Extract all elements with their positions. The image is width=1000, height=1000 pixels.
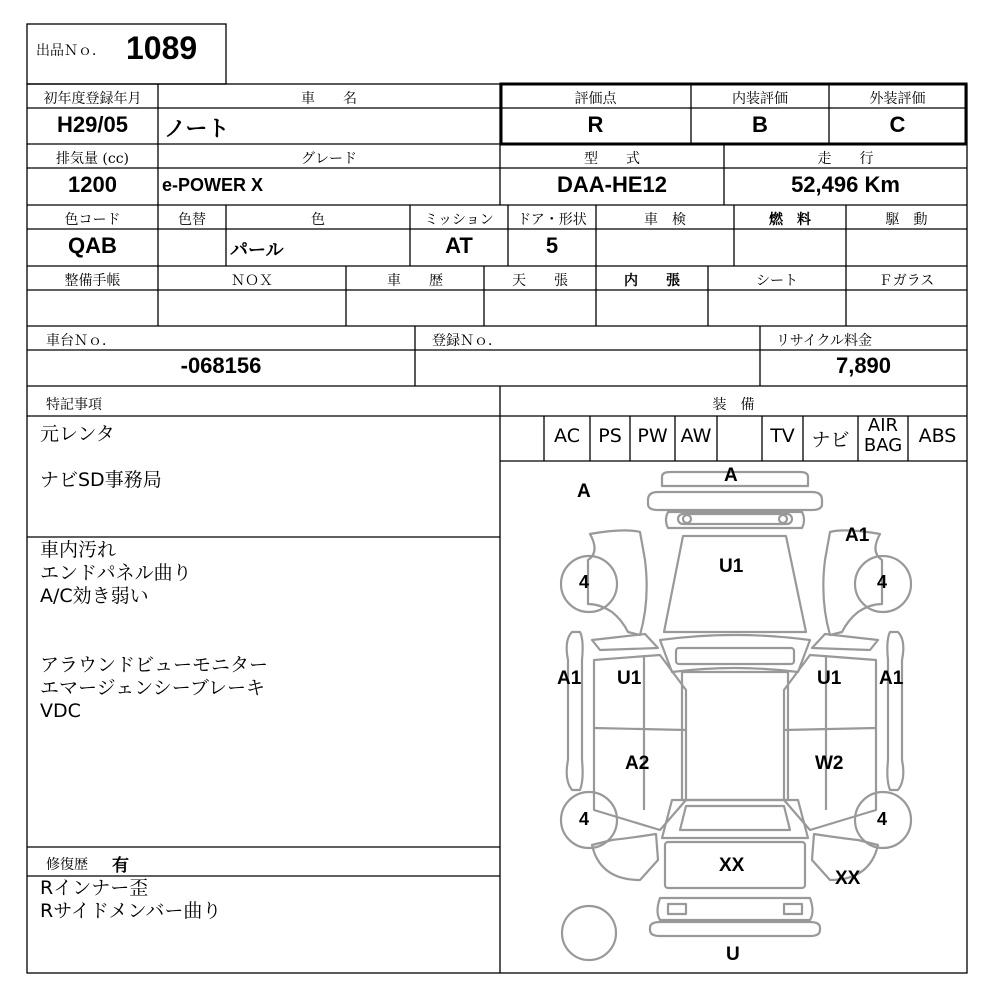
nox-label: ＮＯＸ (231, 273, 273, 289)
color-change-label: 色替 (178, 212, 206, 228)
grade-label: グレード (301, 151, 357, 167)
door-value: 5 (545, 233, 559, 258)
glass-label: Ｆガラス (878, 273, 935, 289)
damage-trunk: XX (719, 855, 745, 876)
car-damage-diagram (500, 461, 967, 973)
drive-label: 駆 動 (885, 212, 928, 228)
score-value: R (587, 112, 604, 137)
windshield-outline (660, 635, 810, 672)
displacement-value: 1200 (68, 172, 117, 197)
color-code-value: QAB (68, 233, 117, 258)
damage-tire-rear-left: 4 (579, 809, 590, 829)
left-rear-quarter-outline (592, 834, 658, 880)
notes-label: 特記事項 (46, 397, 102, 413)
cabin-outline (682, 672, 788, 800)
damage-tire-front-right: 4 (877, 572, 888, 592)
first-reg-value: H29/05 (57, 112, 128, 137)
inspection-label: 車 検 (644, 212, 686, 228)
right-sill-outline (887, 632, 903, 790)
score-label: 評価点 (574, 91, 617, 107)
transmission-value: AT (445, 233, 473, 258)
exterior-value: C (889, 112, 906, 137)
mileage-value: 52,496 Km (791, 172, 900, 197)
color-code-label: 色コード (64, 212, 121, 228)
damage-rear-bumper: U (726, 944, 740, 965)
chassis-value: -068156 (180, 353, 262, 378)
displacement-label: 排気量 (cc) (55, 151, 130, 167)
damage-rear-right-corner: XX (835, 868, 861, 889)
damage-left-front-door: U1 (617, 668, 642, 689)
color-value: パール (230, 240, 284, 260)
damage-front-left-corner: A (577, 481, 591, 502)
front-emblem-outline (678, 514, 792, 524)
rear-lower-bumper-outline (650, 922, 820, 936)
repair-details: Rインナー歪 Rサイドメンバー曲り (40, 877, 222, 922)
damage-right-sill: A1 (879, 668, 904, 689)
chassis-label: 車台Ｎｏ． (46, 333, 116, 349)
interior-trim-label: 内 張 (624, 273, 680, 289)
interior-value: B (752, 112, 768, 137)
damage-hood: U1 (719, 556, 744, 577)
door-label: ドア・形状 (517, 212, 587, 228)
damage-tire-front-left: 4 (579, 572, 590, 592)
right-mirror-outline (812, 634, 878, 650)
damage-tire-rear-right: 4 (877, 809, 888, 829)
model-value: DAA-HE12 (556, 172, 668, 197)
spare-tire-outline (562, 906, 616, 960)
equipment-item-airbag: AIR BAG (863, 415, 903, 456)
equipment-item-navi: ナビ (811, 429, 850, 451)
car-name-value: ノート (164, 116, 230, 141)
recycle-label: リサイクル料金 (776, 333, 873, 349)
transmission-label: ミッション (424, 212, 494, 228)
interior-label: 内装評価 (732, 91, 788, 107)
equipment-item-abs: ABS (918, 425, 957, 447)
damage-front-bumper: A (724, 465, 738, 486)
repair-history-label: 修復歴 (46, 857, 88, 873)
damage-right-rear-door: W2 (815, 753, 844, 774)
exterior-label: 外装評価 (869, 91, 926, 107)
grade-value: e-POWER X (162, 175, 264, 195)
first-reg-label: 初年度登録年月 (43, 91, 142, 107)
left-sill-outline (567, 632, 583, 790)
damage-front-right-corner: A1 (845, 525, 870, 546)
mileage-label: 走 行 (817, 151, 874, 167)
damage-left-rear-door: A2 (625, 753, 650, 774)
seat-label: シート (756, 273, 798, 289)
equipment-item-ac: AC (554, 425, 580, 447)
roof-outline (676, 648, 794, 664)
equipment-item-ps: PS (598, 425, 622, 447)
repair-history-value: 有 (112, 856, 129, 876)
left-mirror-outline (592, 634, 658, 650)
notes-block-2: 車内汚れ エンドパネル曲り A/C効き弱い アラウンドビューモニター エマージェンシーブレーキ VDC (40, 539, 269, 722)
color-label: 色 (311, 212, 325, 228)
lot-label: 出品Ｎｏ． (36, 43, 106, 59)
equipment-item-aw: AW (680, 425, 712, 447)
roof-label: 天 張 (512, 273, 568, 289)
car-name-label: 車 名 (301, 91, 357, 107)
equipment-label: 装 備 (712, 397, 755, 413)
hood-outline (664, 536, 806, 632)
front-grille-outline (648, 492, 822, 510)
registration-label: 登録Ｎｏ． (432, 333, 502, 349)
damage-left-sill: A1 (557, 668, 582, 689)
recycle-value: 7,890 (835, 353, 892, 378)
notes-block-1: 元レンタ ナビSD事務局 (40, 423, 162, 491)
rear-bumper-outline (658, 898, 813, 920)
damage-right-front-door: U1 (817, 668, 842, 689)
equipment-item-pw: PW (637, 425, 668, 447)
history-label: 車 歴 (387, 273, 443, 289)
equipment-item-tv: TV (770, 425, 795, 447)
fuel-label: 燃 料 (769, 212, 811, 228)
lot-number: 1089 (126, 30, 198, 66)
maintenance-label: 整備手帳 (64, 273, 121, 289)
model-label: 型 式 (584, 151, 640, 167)
